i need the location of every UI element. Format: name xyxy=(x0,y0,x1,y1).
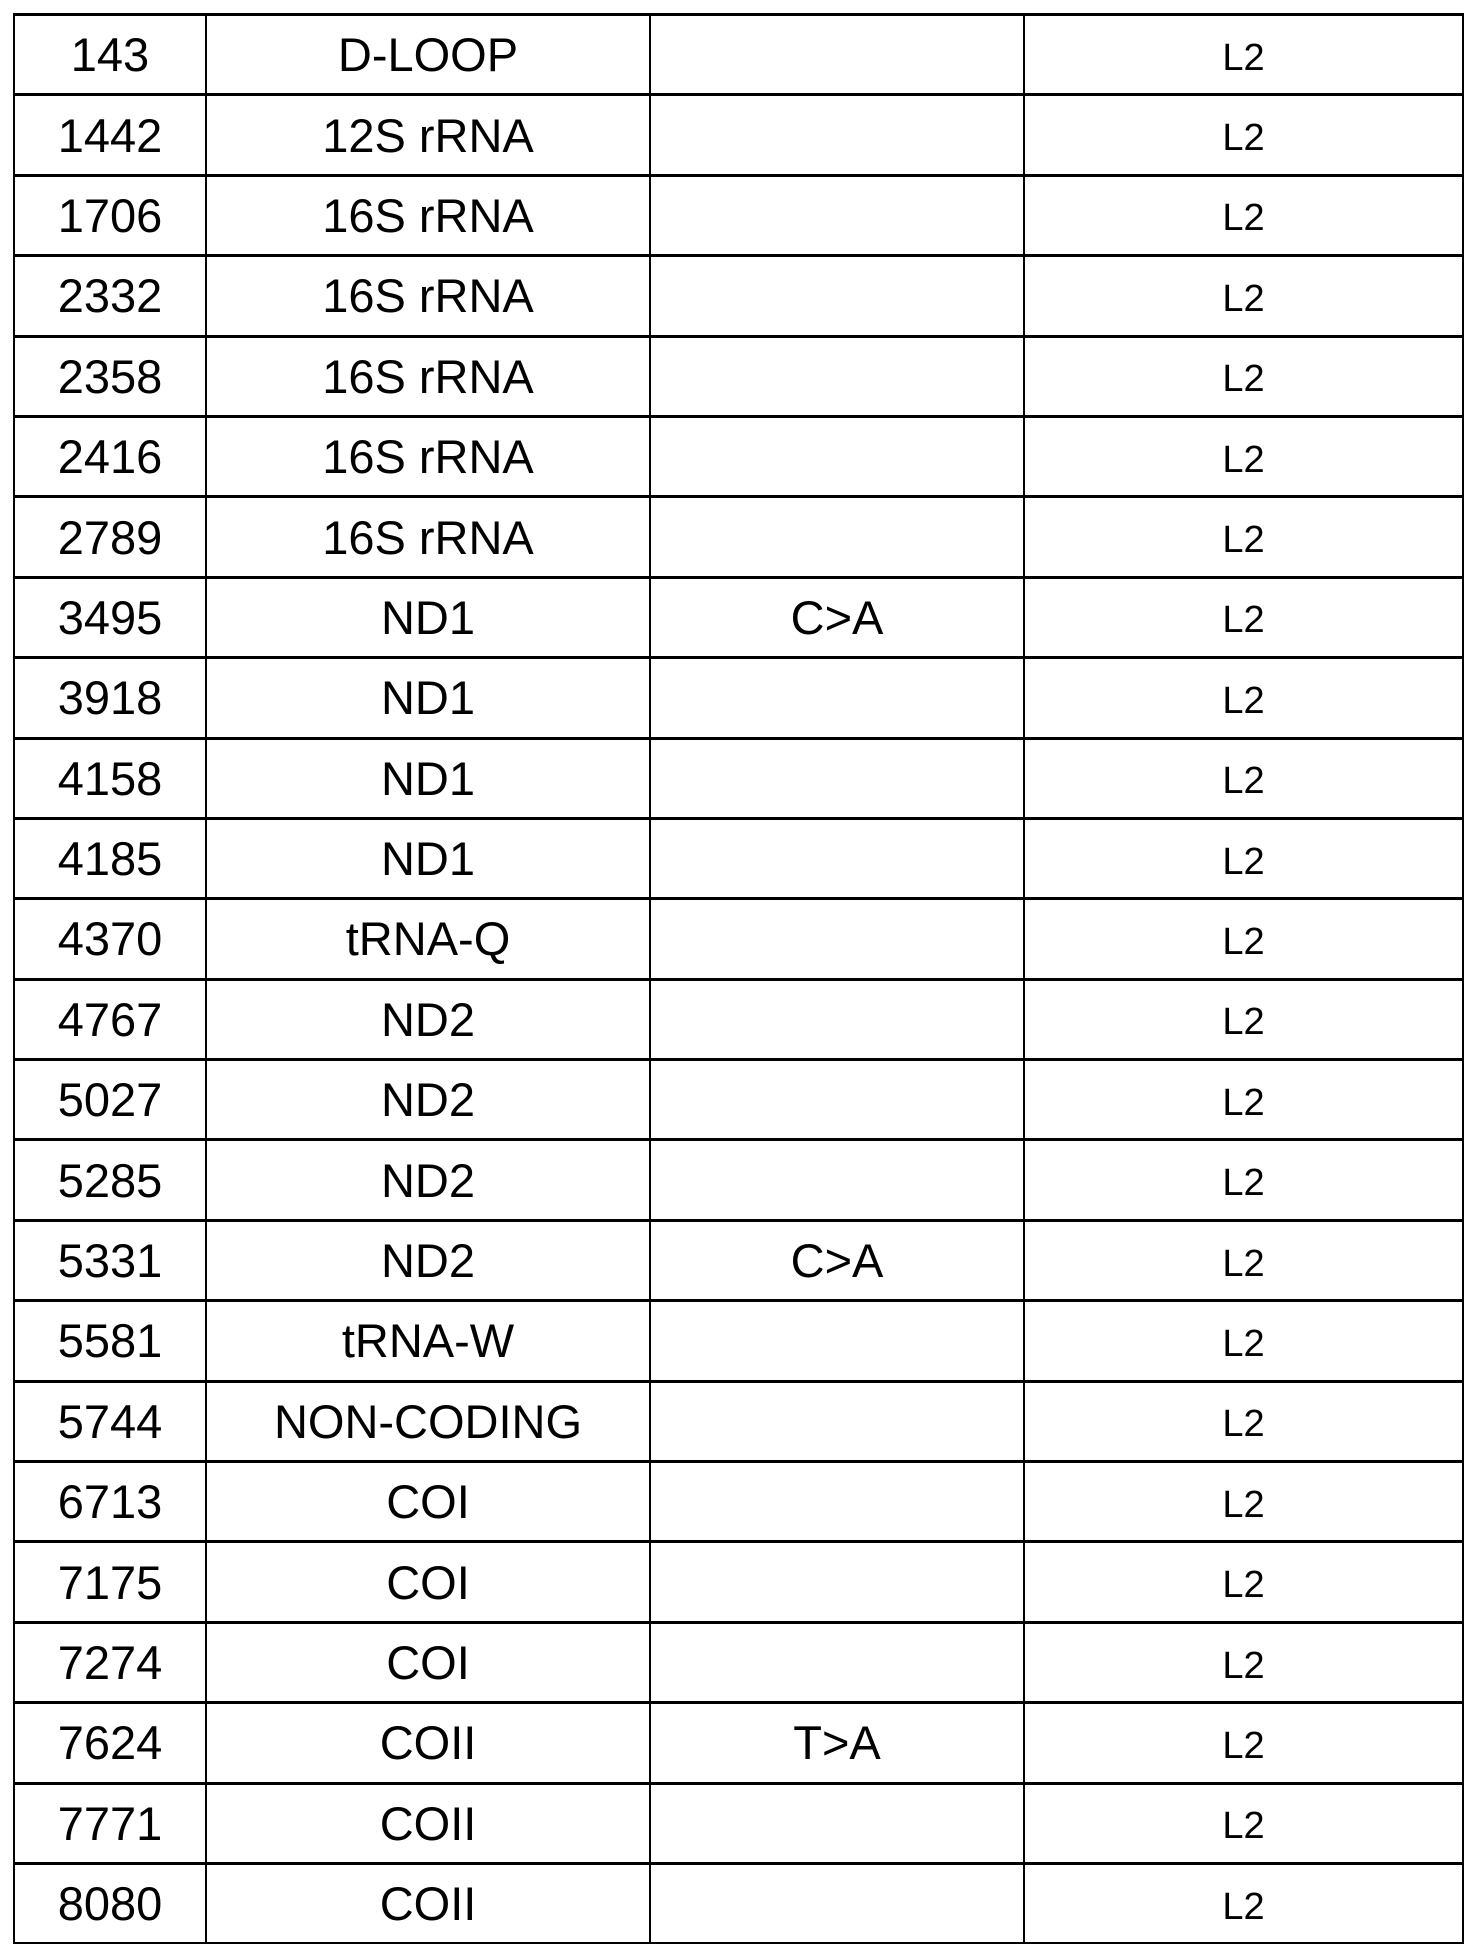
cell-region: COII xyxy=(206,1783,650,1863)
cell-position: 3918 xyxy=(14,658,206,738)
cell-position: 1706 xyxy=(14,175,206,255)
cell-position: 7274 xyxy=(14,1622,206,1702)
cell-region: NON-CODING xyxy=(206,1381,650,1461)
cell-change xyxy=(650,1381,1024,1461)
cell-level: L2 xyxy=(1024,95,1463,175)
cell-region: COII xyxy=(206,1863,650,1943)
cell-position: 4158 xyxy=(14,738,206,818)
cell-level: L2 xyxy=(1024,1703,1463,1783)
cell-level: L2 xyxy=(1024,1783,1463,1863)
cell-position: 5027 xyxy=(14,1060,206,1140)
cell-change: C>A xyxy=(650,1220,1024,1300)
cell-level: L2 xyxy=(1024,497,1463,577)
cell-change xyxy=(650,175,1024,255)
table-row xyxy=(14,1783,1463,1863)
cell-change xyxy=(650,1542,1024,1622)
cell-position: 8080 xyxy=(14,1863,206,1943)
table-row xyxy=(14,658,1463,738)
cell-change xyxy=(650,416,1024,496)
cell-position: 6713 xyxy=(14,1462,206,1542)
cell-position: 4185 xyxy=(14,818,206,898)
table-row xyxy=(14,336,1463,416)
cell-change xyxy=(650,1060,1024,1140)
cell-change xyxy=(650,15,1024,95)
table-row xyxy=(14,416,1463,496)
cell-change: C>A xyxy=(650,577,1024,657)
cell-position: 2332 xyxy=(14,256,206,336)
cell-position: 7624 xyxy=(14,1703,206,1783)
cell-region: 16S rRNA xyxy=(206,175,650,255)
cell-level: L2 xyxy=(1024,658,1463,738)
cell-position: 5744 xyxy=(14,1381,206,1461)
table-row xyxy=(14,95,1463,175)
cell-region: tRNA-W xyxy=(206,1301,650,1381)
cell-change xyxy=(650,738,1024,818)
cell-position: 7175 xyxy=(14,1542,206,1622)
cell-level: L2 xyxy=(1024,1220,1463,1300)
cell-level: L2 xyxy=(1024,175,1463,255)
cell-change xyxy=(650,256,1024,336)
table-row xyxy=(14,1863,1463,1943)
cell-level: L2 xyxy=(1024,1060,1463,1140)
table-row xyxy=(14,15,1463,95)
cell-region: ND2 xyxy=(206,979,650,1059)
cell-region: ND1 xyxy=(206,577,650,657)
table-row xyxy=(14,738,1463,818)
cell-level: L2 xyxy=(1024,818,1463,898)
table-row xyxy=(14,1703,1463,1783)
cell-position: 4767 xyxy=(14,979,206,1059)
cell-level: L2 xyxy=(1024,1622,1463,1702)
cell-change: T>A xyxy=(650,1703,1024,1783)
cell-region: 16S rRNA xyxy=(206,497,650,577)
cell-level: L2 xyxy=(1024,979,1463,1059)
cell-level: L2 xyxy=(1024,336,1463,416)
cell-region: 16S rRNA xyxy=(206,256,650,336)
cell-region: ND2 xyxy=(206,1060,650,1140)
table-row xyxy=(14,577,1463,657)
cell-level: L2 xyxy=(1024,256,1463,336)
cell-region: D-LOOP xyxy=(206,15,650,95)
cell-change xyxy=(650,899,1024,979)
cell-change xyxy=(650,979,1024,1059)
cell-level: L2 xyxy=(1024,899,1463,979)
cell-level: L2 xyxy=(1024,1301,1463,1381)
cell-region: COI xyxy=(206,1462,650,1542)
cell-region: ND1 xyxy=(206,818,650,898)
cell-level: L2 xyxy=(1024,1863,1463,1943)
table-row xyxy=(14,899,1463,979)
table-row xyxy=(14,818,1463,898)
cell-region: ND2 xyxy=(206,1140,650,1220)
cell-change xyxy=(650,95,1024,175)
table-row xyxy=(14,979,1463,1059)
table-row xyxy=(14,1542,1463,1622)
cell-position: 2416 xyxy=(14,416,206,496)
cell-level: L2 xyxy=(1024,1542,1463,1622)
cell-level: L2 xyxy=(1024,577,1463,657)
cell-region: 16S rRNA xyxy=(206,336,650,416)
cell-level: L2 xyxy=(1024,1381,1463,1461)
cell-region: tRNA-Q xyxy=(206,899,650,979)
cell-change xyxy=(650,1863,1024,1943)
cell-change xyxy=(650,1140,1024,1220)
cell-level: L2 xyxy=(1024,738,1463,818)
cell-change xyxy=(650,336,1024,416)
cell-position: 2358 xyxy=(14,336,206,416)
table-row xyxy=(14,256,1463,336)
cell-position: 143 xyxy=(14,15,206,95)
cell-change xyxy=(650,497,1024,577)
mutation-table xyxy=(13,13,1464,1944)
table-row xyxy=(14,1060,1463,1140)
table-row xyxy=(14,1140,1463,1220)
table-row xyxy=(14,1301,1463,1381)
cell-region: COI xyxy=(206,1542,650,1622)
cell-level: L2 xyxy=(1024,416,1463,496)
cell-region: COI xyxy=(206,1622,650,1702)
table-row xyxy=(14,497,1463,577)
table-row xyxy=(14,1462,1463,1542)
table-row xyxy=(14,1622,1463,1702)
cell-region: 12S rRNA xyxy=(206,95,650,175)
cell-change xyxy=(650,1301,1024,1381)
cell-change xyxy=(650,658,1024,738)
cell-change xyxy=(650,1622,1024,1702)
cell-level: L2 xyxy=(1024,1140,1463,1220)
cell-position: 5285 xyxy=(14,1140,206,1220)
cell-region: ND2 xyxy=(206,1220,650,1300)
cell-position: 5581 xyxy=(14,1301,206,1381)
cell-region: COII xyxy=(206,1703,650,1783)
cell-change xyxy=(650,1783,1024,1863)
table-body xyxy=(14,15,1463,1944)
cell-position: 3495 xyxy=(14,577,206,657)
cell-level: L2 xyxy=(1024,1462,1463,1542)
cell-region: ND1 xyxy=(206,738,650,818)
cell-region: ND1 xyxy=(206,658,650,738)
cell-position: 1442 xyxy=(14,95,206,175)
cell-change xyxy=(650,1462,1024,1542)
cell-position: 4370 xyxy=(14,899,206,979)
cell-position: 2789 xyxy=(14,497,206,577)
cell-region: 16S rRNA xyxy=(206,416,650,496)
table-row xyxy=(14,1381,1463,1461)
cell-level: L2 xyxy=(1024,15,1463,95)
cell-position: 7771 xyxy=(14,1783,206,1863)
cell-position: 5331 xyxy=(14,1220,206,1300)
cell-change xyxy=(650,818,1024,898)
table-row xyxy=(14,1220,1463,1300)
table-row xyxy=(14,175,1463,255)
